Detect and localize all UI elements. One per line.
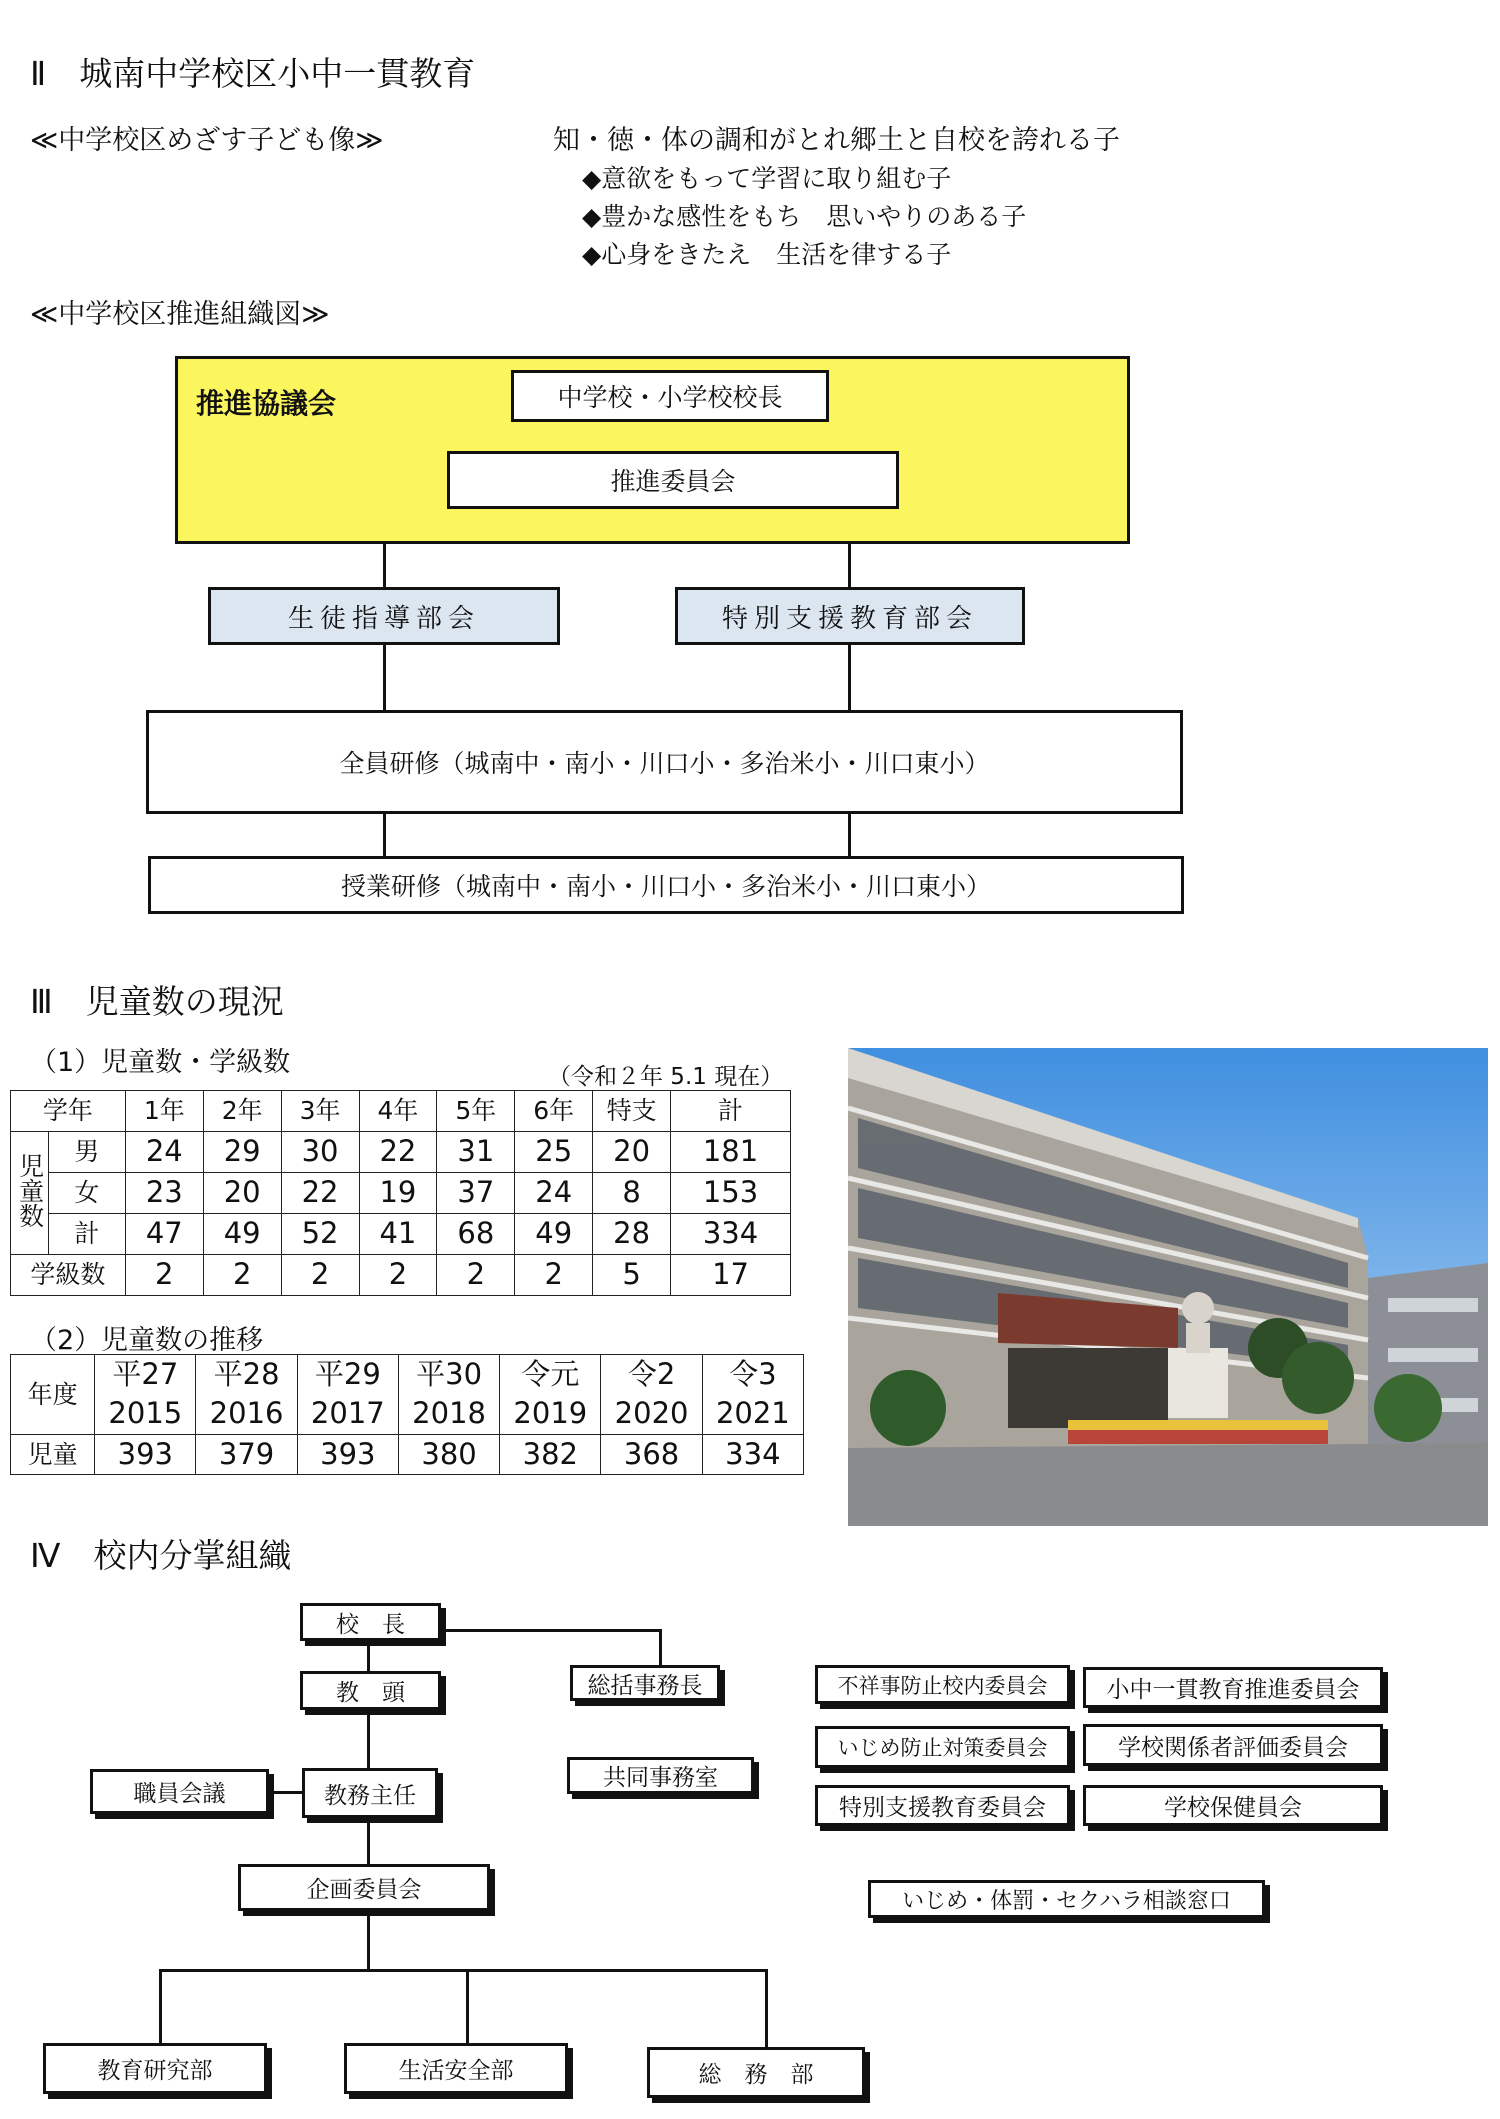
- table-cell: 181: [671, 1132, 791, 1173]
- safety-dept-box: 生活安全部: [344, 2043, 568, 2094]
- year-cell: 2019: [500, 1395, 601, 1435]
- table-cell: 31: [437, 1132, 515, 1173]
- year-cell: 2016: [196, 1395, 297, 1435]
- header-cell: 6年: [515, 1091, 593, 1132]
- misconduct-prevention-committee-box: 不祥事防止校内委員会: [815, 1665, 1070, 1704]
- table-cell: 2: [515, 1255, 593, 1296]
- school-building-photo: [848, 1048, 1488, 1526]
- table-cell: 2: [437, 1255, 515, 1296]
- table-cell: 52: [281, 1214, 359, 1255]
- special-support-dept-box: 特別支援教育部会: [675, 587, 1025, 645]
- year-cell: 2018: [398, 1395, 499, 1435]
- special-support-committee-box: 特別支援教育委員会: [815, 1785, 1070, 1826]
- section4-heading: Ⅳ 校内分掌組織: [30, 1536, 292, 1575]
- integrated-education-committee-box: 小中一貫教育推進委員会: [1083, 1667, 1383, 1708]
- table-cell: 28: [593, 1214, 671, 1255]
- row-label: 計: [48, 1214, 125, 1255]
- table-cell: 23: [125, 1173, 203, 1214]
- header-cell: 4年: [359, 1091, 437, 1132]
- year-cell: 2017: [297, 1395, 398, 1435]
- date-note: （令和２年 5.1 現在）: [548, 1064, 784, 1090]
- all-staff-training-box: 全員研修（城南中・南小・川口小・多治米小・川口東小）: [146, 710, 1183, 814]
- table-cell: 2: [125, 1255, 203, 1296]
- table-cell: 30: [281, 1132, 359, 1173]
- promotion-committee-box: 推進委員会: [447, 451, 899, 509]
- row-label: 学級数: [11, 1255, 126, 1296]
- count-label: 児童: [11, 1435, 95, 1475]
- count-cell: 380: [398, 1435, 499, 1475]
- table-cell: 24: [125, 1132, 203, 1173]
- era-cell: 平28: [196, 1355, 297, 1395]
- header-cell: 3年: [281, 1091, 359, 1132]
- table1-title: （1）児童数・学級数: [30, 1047, 291, 1078]
- row-label: 男: [48, 1132, 125, 1173]
- vision-label: ≪中学校区めざす子ども像≫: [30, 125, 384, 156]
- enrollment-table: [10, 1090, 791, 1296]
- table-cell: 19: [359, 1173, 437, 1214]
- year-label: 年度: [11, 1355, 95, 1435]
- general-affairs-dept-box: 総 務 部: [647, 2047, 865, 2098]
- count-cell: 393: [297, 1435, 398, 1475]
- table-cell: 334: [671, 1214, 791, 1255]
- count-cell: 393: [95, 1435, 196, 1475]
- anti-bullying-committee-box: いじめ防止対策委員会: [815, 1726, 1070, 1768]
- era-cell: 令3: [702, 1355, 803, 1395]
- era-cell: 平27: [95, 1355, 196, 1395]
- org-label: ≪中学校区推進組織図≫: [30, 299, 330, 330]
- academic-head-box: 教務主任: [302, 1768, 438, 1818]
- table-cell: 5: [593, 1255, 671, 1296]
- lesson-training-box: 授業研修（城南中・南小・川口小・多治米小・川口東小）: [148, 856, 1184, 914]
- era-cell: 令2: [601, 1355, 702, 1395]
- table-cell: 68: [437, 1214, 515, 1255]
- vision-main: 知・徳・体の調和がとれ郷土と自校を誇れる子: [553, 125, 1120, 156]
- header-cell: 2年: [203, 1091, 281, 1132]
- table-cell: 153: [671, 1173, 791, 1214]
- principals-box: 中学校・小学校校長: [511, 370, 829, 422]
- school-health-committee-box: 学校保健員会: [1083, 1785, 1383, 1826]
- header-cell: 学年: [11, 1091, 126, 1132]
- council-label: 推進協議会: [196, 387, 337, 420]
- table-cell: 17: [671, 1255, 791, 1296]
- year-cell: 2020: [601, 1395, 702, 1435]
- table-cell: 20: [593, 1132, 671, 1173]
- header-cell: 5年: [437, 1091, 515, 1132]
- table-cell: 22: [359, 1132, 437, 1173]
- staff-meeting-box: 職員会議: [90, 1769, 269, 1814]
- table-cell: 41: [359, 1214, 437, 1255]
- table-cell: 49: [515, 1214, 593, 1255]
- table-cell: 47: [125, 1214, 203, 1255]
- vision-item: ◆心身をきたえ 生活を律する子: [582, 240, 952, 269]
- table-cell: 25: [515, 1132, 593, 1173]
- guidance-dept-box: 生徒指導部会: [208, 587, 560, 645]
- group-label: 児童数: [11, 1132, 49, 1255]
- table-cell: 29: [203, 1132, 281, 1173]
- count-cell: 368: [601, 1435, 702, 1475]
- count-cell: 382: [500, 1435, 601, 1475]
- section2-heading: Ⅱ 城南中学校区小中一貫教育: [30, 54, 476, 93]
- research-dept-box: 教育研究部: [43, 2043, 267, 2094]
- year-cell: 2021: [702, 1395, 803, 1435]
- header-cell: 1年: [125, 1091, 203, 1132]
- table-cell: 24: [515, 1173, 593, 1214]
- principal-box: 校 長: [300, 1603, 441, 1641]
- vision-item: ◆意欲をもって学習に取り組む子: [582, 164, 952, 193]
- table-cell: 2: [281, 1255, 359, 1296]
- table-cell: 8: [593, 1173, 671, 1214]
- count-cell: 379: [196, 1435, 297, 1475]
- table-cell: 49: [203, 1214, 281, 1255]
- row-label: 女: [48, 1173, 125, 1214]
- enrollment-trend-table: [10, 1354, 804, 1475]
- table2-title: （2）児童数の推移: [30, 1325, 264, 1356]
- count-cell: 334: [702, 1435, 803, 1475]
- year-cell: 2015: [95, 1395, 196, 1435]
- vision-item: ◆豊かな感性をもち 思いやりのある子: [582, 202, 1027, 231]
- admin-chief-box: 総括事務長: [570, 1665, 720, 1701]
- planning-committee-box: 企画委員会: [238, 1864, 490, 1911]
- section3-heading: Ⅲ 児童数の現況: [30, 982, 284, 1021]
- era-cell: 平30: [398, 1355, 499, 1395]
- table-cell: 37: [437, 1173, 515, 1214]
- table-cell: 22: [281, 1173, 359, 1214]
- table-cell: 2: [203, 1255, 281, 1296]
- vice-principal-box: 教 頭: [300, 1671, 441, 1710]
- table-cell: 2: [359, 1255, 437, 1296]
- consultation-desk-box: いじめ・体罰・セクハラ相談窓口: [868, 1880, 1265, 1918]
- joint-office-box: 共同事務室: [567, 1757, 754, 1794]
- table-cell: 20: [203, 1173, 281, 1214]
- school-evaluation-committee-box: 学校関係者評価委員会: [1083, 1724, 1383, 1766]
- era-cell: 平29: [297, 1355, 398, 1395]
- era-cell: 令元: [500, 1355, 601, 1395]
- header-cell: 特支: [593, 1091, 671, 1132]
- header-cell: 計: [671, 1091, 791, 1132]
